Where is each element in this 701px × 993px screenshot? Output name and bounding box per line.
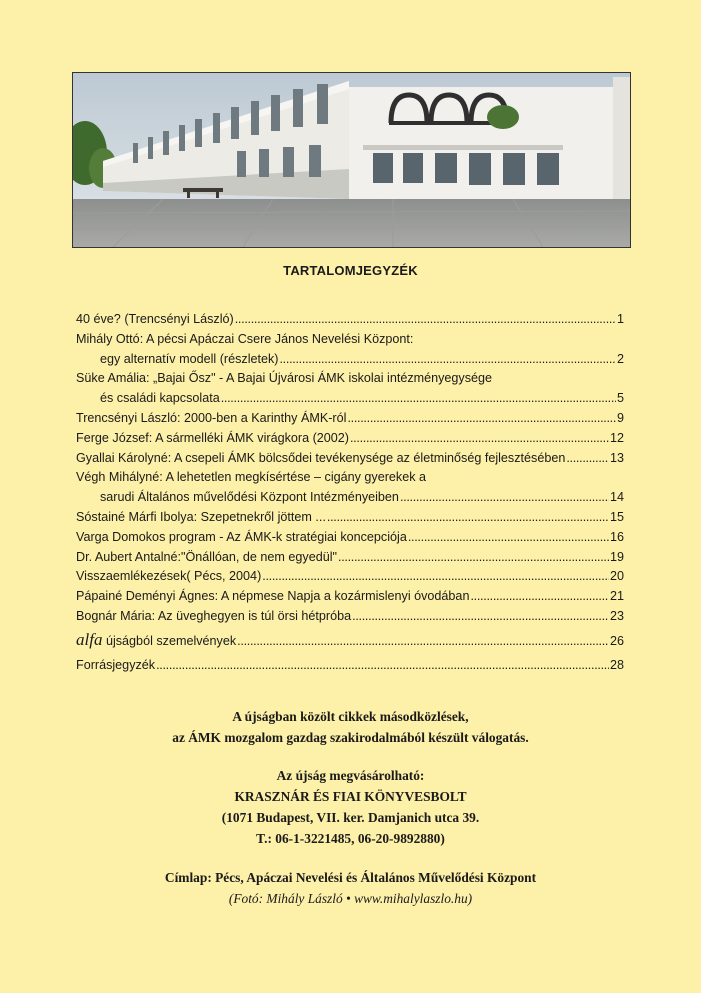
- toc-entry-page: 21: [609, 589, 624, 604]
- toc-leader-dots: [156, 656, 609, 676]
- toc-entry-text: Visszaemlékezések( Pécs, 2004): [76, 569, 262, 584]
- toc-entry: [76, 429, 624, 449]
- toc-entry-text: Gyallai Károlyné: A csepeli ÁMK bölcsődei tevékenysége az életminőség fejlesztésében: [76, 450, 566, 465]
- toc-entry: [76, 567, 624, 587]
- cover-photo: [72, 72, 631, 248]
- toc-entry-page: 5: [616, 391, 624, 406]
- footer-notes: [0, 706, 701, 909]
- toc-entry-text: Pápainé Deményi Ágnes: A népmese Napja a kozármislenyi óvodában: [76, 589, 470, 604]
- toc-entry: [76, 449, 624, 469]
- toc-entry-text: Végh Mihályné: A lehetetlen megkísértése – cigány gyerekek a: [76, 470, 427, 485]
- photo-credit: (Fotó: Mihály László • www.mihalylaszlo.hu): [228, 891, 473, 906]
- purchase-note: Az újság megvásárolható:: [276, 768, 425, 783]
- toc-entry-page: 16: [609, 529, 624, 544]
- toc-leader-dots: [400, 488, 609, 508]
- toc-leader-dots: [338, 548, 609, 568]
- toc-leader-dots: [235, 310, 616, 330]
- toc-leader-dots: [327, 508, 609, 528]
- toc-entry-page: 9: [616, 410, 624, 425]
- toc-leader-dots: [347, 409, 616, 429]
- toc-entry: [76, 587, 624, 607]
- toc-entry-text: sarudi Általános művelődési Központ Intézményeiben: [100, 490, 399, 505]
- toc-entry-text: Varga Domokos program - Az ÁMK-k stratégiai koncepciója: [76, 529, 407, 544]
- bookstore-info: [0, 765, 701, 849]
- toc-entry: [76, 409, 624, 429]
- toc-entry-page: 26: [609, 633, 624, 648]
- toc-leader-dots: [470, 587, 609, 607]
- toc-leader-dots: [279, 350, 616, 370]
- toc-entry: [76, 548, 624, 568]
- toc-entry-text: [76, 630, 236, 652]
- toc-entry: [76, 310, 624, 330]
- toc-entry-page: 15: [609, 509, 624, 524]
- toc-entry-text: Trencsényi László: 2000-ben a Karinthy ÁMK-ról: [76, 410, 347, 425]
- toc-entry: [76, 488, 624, 508]
- toc-entry-text-rest: újságból szemelvények: [102, 633, 237, 648]
- bookstore-name: KRASZNÁR ÉS FIAI KÖNYVESBOLT: [234, 789, 467, 804]
- toc-entry-text: Ferge József: A sármelléki ÁMK virágkora (2002): [76, 430, 349, 445]
- reprint-note-line2: az ÁMK mozgalom gazdag szakirodalmából készült válogatás.: [172, 730, 529, 745]
- toc-entry-page: 28: [609, 657, 624, 672]
- toc-entry: [76, 330, 624, 350]
- bookstore-phone: T.: 06-1-3221485, 06-20-9892880): [256, 831, 445, 846]
- toc-leader-dots: [566, 449, 609, 469]
- toc-entry-text: Mihály Ottó: A pécsi Apáczai Csere János Nevelési Központ:: [76, 331, 414, 346]
- toc-entry-page: 20: [609, 569, 624, 584]
- toc-entry-page: 23: [609, 608, 624, 623]
- toc-entry: [76, 528, 624, 548]
- toc-entry-text: Forrásjegyzék: [76, 657, 156, 672]
- toc-leader-dots: [352, 607, 609, 627]
- toc-entry: [76, 656, 624, 676]
- toc-entry: [76, 630, 624, 652]
- toc-leader-dots: [408, 528, 609, 548]
- toc-entry-page: 12: [609, 430, 624, 445]
- toc-entry: [76, 369, 624, 389]
- toc-entry-page: 1: [616, 312, 624, 326]
- table-of-contents: [76, 310, 624, 675]
- toc-leader-dots: [262, 567, 609, 587]
- toc-leader-dots: [350, 429, 609, 449]
- toc-entry: [76, 468, 624, 488]
- toc-leader-dots: [237, 632, 609, 652]
- toc-entry-text: Süke Amália: „Bajai Ősz" - A Bajai Újvárosi ÁMK iskolai intézményegysége: [76, 371, 493, 386]
- toc-entry: [76, 350, 624, 370]
- reprint-note-line1: A újságban közölt cikkek másodközlések,: [232, 709, 469, 724]
- cover-info: [0, 867, 701, 909]
- toc-entry: [76, 607, 624, 627]
- toc-entry: [76, 508, 624, 528]
- toc-entry-text: egy alternatív modell (részletek): [100, 351, 279, 366]
- toc-entry: [76, 389, 624, 409]
- toc-entry-text: és családi kapcsolata: [100, 391, 220, 406]
- toc-entry-text: Dr. Aubert Antalné:"Önállóan, de nem egyedül": [76, 549, 337, 564]
- toc-entry-page: 13: [609, 450, 624, 465]
- cover-caption: Címlap: Pécs, Apáczai Nevelési és Általános Művelődési Központ: [164, 870, 537, 885]
- toc-entry-text: Sóstainé Márfi Ibolya: Szepetnekről jöttem ...: [76, 509, 326, 524]
- toc-entry-page: 14: [609, 490, 624, 505]
- toc-entry-text: 40 éve? (Trencsényi László): [76, 312, 234, 326]
- toc-entry-page: 19: [609, 549, 624, 564]
- toc-entry-page: 2: [616, 351, 624, 366]
- bookstore-address: (1071 Budapest, VII. ker. Damjanich utca 39.: [221, 810, 480, 825]
- toc-leader-dots: [221, 389, 616, 409]
- toc-title: TARTALOMJEGYZÉK: [283, 263, 418, 278]
- toc-entry-text: Bognár Mária: Az üveghegyen is túl örsi hétpróba: [76, 608, 352, 623]
- alfa-logotype: alfa: [76, 629, 103, 649]
